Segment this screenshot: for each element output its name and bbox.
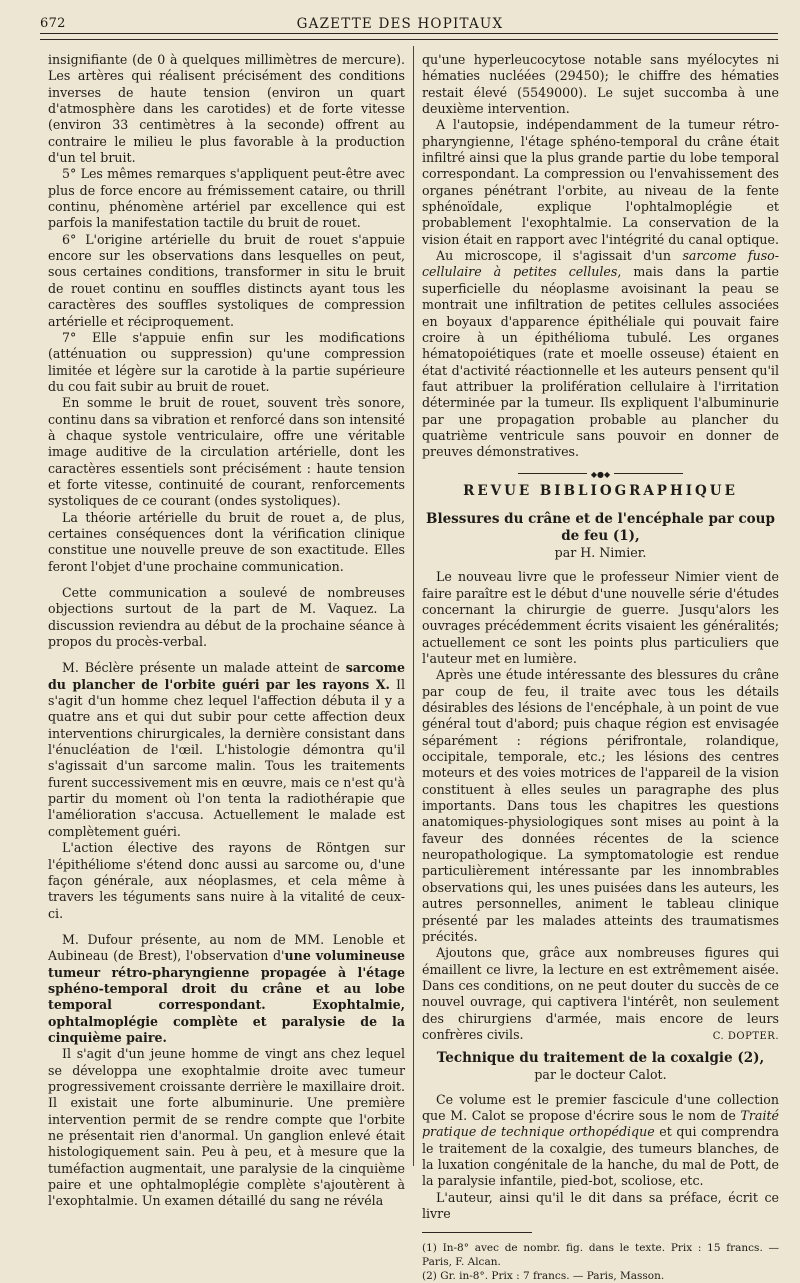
paragraph: L'auteur, ainsi qu'il le dit dans sa préface, écrit ce livre xyxy=(422,1189,779,1221)
ornamental-divider: ◆●◆ xyxy=(422,469,779,477)
column-divider xyxy=(413,46,414,1166)
paragraph xyxy=(48,932,405,1046)
text-run: M. Béclère présente un malade atteint de xyxy=(62,660,346,676)
book-author: par H. Nimier. xyxy=(554,544,647,560)
paragraph: Il s'agit d'un jeune homme de vingt ans chez lequel se développa une exophtalmie droite avec tumeur progressivement croissante derrière le maxillaire droit. Il existait une forte albuminurie. Une première intervention permit de se rendre compte que l'orbite ne présentait rien d'anormal. Un ganglion enlevé était histologiquement sain. Peu à peu, et à mesure que la tuméfaction augmentait, une paralysie de la cinquième paire et une ophtalmoplégie complète s'ajoutèrent à l'exophtalmie. Un examen détaillé du sang ne révéla xyxy=(48,1046,405,1209)
page-number: 672 xyxy=(40,16,66,31)
text-run: Au microscope, il s'agissait d'un xyxy=(436,248,683,264)
paragraph: Après une étude intéressante des blessures du crâne par coup de feu, il traite avec tous les détails désirables des lésions de l'encéphale, à un point de vue général tout d'abord; puis chaque région est envisagée séparément : régions périfrontale, rolandique, occipitale, temporale, etc.; les lésions des centres moteurs et des voies motrices de l'appareil de la vision constituent à elles seules un paragraphe des plus importants. Dans tous les chapitres les questions anatomiques-physiologiques sont mises au point à la faveur des données récentes de la science neuropathologique. La symptomatologie est rendue particulièrement intéressante par les innombrables observations qui, les unes puisées dans les auteurs, les autres personnelles, animent le tableau clinique présenté par les malades atteints des traumatismes précités. xyxy=(422,667,779,944)
footnote-rule xyxy=(422,1232,532,1233)
journal-title: GAZETTE DES HOPITAUX xyxy=(296,16,504,32)
header-double-rule xyxy=(40,33,778,40)
book-title: Technique du traitement de la coxalgie (2), xyxy=(436,1050,765,1067)
paragraph xyxy=(422,1092,779,1190)
paragraph: 6° L'origine artérielle du bruit de rouet s'appuie encore sur les observations dans lesquelles on peut, sous certaines conditions, transformer in situ le bruit de rouet continu en souffles distincts ayant tous les caractères des souffles systoliques de compression artérielle et réciproquement. xyxy=(48,231,405,329)
italic-text: Traité pratique de technique orthopédique xyxy=(422,1107,779,1140)
paragraph: 5° Les mêmes remarques s'appliquent peut-être avec plus de force encore au frémissement cataire, ou thrill continu, phénomène artériel par excellence qui est parfois la manifestation tactile du bruit de rouet. xyxy=(48,166,405,231)
paragraph: 7° Elle s'appuie enfin sur les modifications (atténuation ou suppression) qu'une compression limitée et légère sur la carotide à la partie supérieure du cou fait subir au bruit de rouet. xyxy=(48,329,405,394)
paragraph: Cette communication a soulevé de nombreuses objections surtout de la part de M. Vaquez. La discussion reviendra au début de la prochaine séance à propos du procès-verbal. xyxy=(48,585,405,650)
book-author: par le docteur Calot. xyxy=(534,1067,667,1083)
book-title: Blessures du crâne et de l'encéphale par coup de feu (1), xyxy=(426,510,775,544)
bold-text: sarcome du plancher de l'orbite guéri par les rayons X. xyxy=(48,660,405,692)
paragraph: qu'une hyperleucocytose notable sans myélocytes ni hématies nucléées (29450); le chiffre des hématies restait élevé (5549000). Le sujet succomba à une deuxième intervention. xyxy=(422,52,779,117)
review-signature: C. DOPTER. xyxy=(712,1030,779,1042)
footnote: (1) In-8° avec de nombr. fig. dans le texte. Prix : 15 francs. — Paris, F. Alcan. xyxy=(422,1242,779,1269)
text-run: et qui comprendra le traitement de la coxalgie, des tumeurs blanches, de la luxation congénitale de la hanche, du mal de Pott, de la paralysie infantile, pied-bot, scoliose, etc. xyxy=(422,1124,779,1189)
paragraph: Le nouveau livre que le professeur Nimier vient de faire paraître est le début d'une nouvelle série d'études concernant la chirurgie de guerre. Jusqu'alors les ouvrages précédemment écrits visaient les généralités; actuellement ce sont les points plus particuliers que l'auteur met en lumière. xyxy=(422,569,779,666)
text-run: Ajoutons que, grâce aux nombreuses figures qui émaillent ce livre, la lecture en est extrêmement aisée. Dans ces conditions, on ne peut douter du succès de ce nouvel ouvrage, qui captivera l'intérêt, non seulement des chirurgiens d'armée, mais encore de leurs confrères civils. xyxy=(422,945,779,1042)
left-column xyxy=(48,52,405,1210)
text-run: M. Dufour présente, au nom de MM. Lenoble et Aubineau (de Brest), l'observation d' xyxy=(48,931,405,964)
paragraph: En somme le bruit de rouet, souvent très sonore, continu dans sa vibration et renforcé dans son intensité à chaque systole ventriculaire, offre une véritable image auditive de la circulation artérielle, dont les caractères essentiels sont précisément : haute tension et forte vitesse, continuité de courant, renforcements systoliques de ce courant (ondes systoliques). xyxy=(48,395,405,509)
text-run: , mais dans la partie superficielle du néoplasme avoisinant la peau se montrait une infiltration de petites cellules associées en boyaux d'apparence épithéliale qui pouvait faire croire à un épithélioma tubulé. Les organes hématopoiétiques (rate et moelle osseuse) étaient en état d'activité réactionnelle et les auteurs pensent qu'il faut attribuer la prolifération cellulaire à l'irritation déterminée par la tumeur. Ils expliquent l'albuminurie par une propagation probable au plancher du quatrième ventricule sans pouvoir en donner de preuves démonstratives. xyxy=(422,264,779,460)
bold-text: une volumineuse tumeur rétro-pharyngienne propagée à l'étage sphéno-temporal droit du crâne et au lobe temporal correspondant. Exophtalmie, ophtalmoplégie complète et paralysie de la cinquième paire. xyxy=(48,948,406,1045)
paragraph xyxy=(48,660,405,840)
paragraph: L'action élective des rayons de Röntgen sur l'épithéliome s'étend donc aussi au sarcome ou, d'une façon générale, aux néoplasmes, et cela même à travers les téguments sans nuire à la vitalité de ceux-ci. xyxy=(48,840,405,921)
paragraph: insignifiante (de 0 à quelques millimètres de mercure). Les artères qui réalisent précisément des conditions inverses de haute tension (environ un quart d'atmosphère dans les carotides) et de forte vitesse (environ 33 centimètres à la seconde) offrent au contraire le milieu le plus favorable à la production d'un tel bruit. xyxy=(48,52,405,166)
text-run: Ce volume est le premier fascicule d'une collection que M. Calot se propose d'écrire sous le nom de xyxy=(422,1091,779,1123)
paragraph: La théorie artérielle du bruit de rouet a, de plus, certaines conséquences dont la vérification clinique constitue une nouvelle preuve de son exactitude. Elles feront l'objet d'une prochaine communication. xyxy=(48,509,405,574)
right-column xyxy=(422,52,779,1283)
footnote: (2) Gr. in-8°. Prix : 7 francs. — Paris, Masson. xyxy=(422,1270,665,1283)
paragraph: A l'autopsie, indépendamment de la tumeur rétro-pharyngienne, l'étage sphéno-temporal du crâne était infiltré ainsi que la plus grande partie du lobe temporal correspondant. La compression ou l'envahissement des organes pénétrant l'orbite, au niveau de la fente sphénoïdale, explique l'ophtalmoplégie et probablement l'exophtalmie. La conservation de la vision était en rapport avec l'intégrité du canal optique. xyxy=(422,117,779,247)
italic-text: sarcome fuso-cellulaire à petites cellules xyxy=(422,248,779,280)
section-title: REVUE BIBLIOGRAPHIQUE xyxy=(463,482,738,499)
text-run: Il s'agit d'un homme chez lequel l'affection débuta il y a quatre ans et qui dut subir pour cette affection deux interventions chirurgicales, la dernière consistant dans l'énucléation de l'œil. L'histologie démontra qu'il s'agissait d'un sarcome malin. Tous les traitements furent successivement mis en œuvre, mais ce n'est qu'à partir du moment où l'on tenta la radiothérapie que l'amélioration s'accusa. Actuellement le malade est complètement guéri. xyxy=(48,676,405,839)
paragraph xyxy=(422,945,779,1043)
paragraph xyxy=(422,248,779,460)
